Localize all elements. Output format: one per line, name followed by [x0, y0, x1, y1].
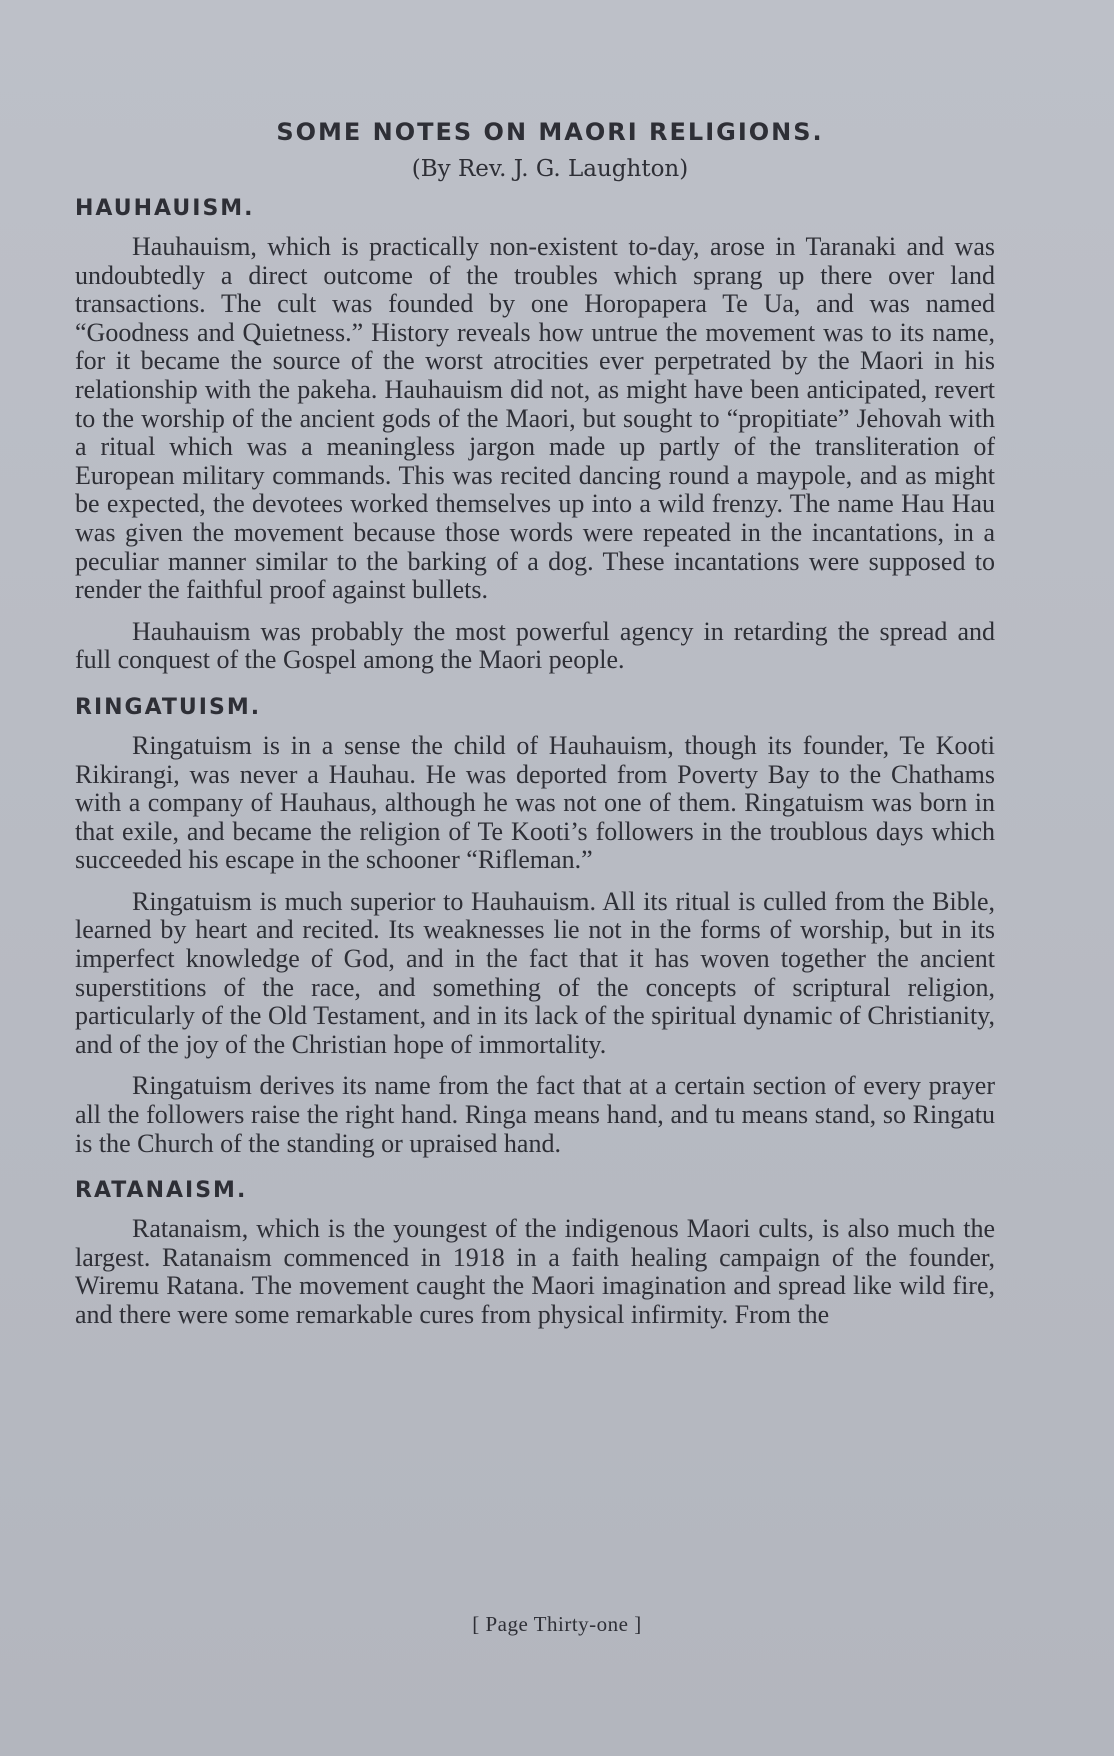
paragraph: Ringatuism is much superior to Hauhauism. All its ritual is culled from the Bible, learned by heart and recited. Its weaknesses lie not in the forms of worship, but in its imperfect knowledge of God, and in the fact that it has woven together the ancient superstitions of the race, and something of the concepts of scriptural religion, particularly of the Old Testament, and in its lack of the spiritual dynamic of Christianity, and of the joy of the Christian hope of immortality.: [75, 886, 995, 1059]
paragraph: Hauhauism was probably the most powerful agency in retarding the spread and full conquest of the Gospel among the Maori people.: [75, 616, 995, 675]
section-ratanaism: [75, 1178, 995, 1329]
article-title: SOME NOTES ON MAORI RELIGIONS.: [276, 118, 824, 146]
section-ringatuism: [75, 695, 995, 1158]
section-heading: RINGATUISM.: [75, 694, 262, 720]
article-byline: (By Rev. J. G. Laughton): [411, 156, 689, 182]
section-hauhauism: [75, 196, 995, 675]
paragraph: Hauhauism, which is practically non-existent to-day, arose in Taranaki and was undoubtedly a direct outcome of the troubles which sprang up there over land transactions. The cult was founded by one Horopapera Te Ua, and was named “Goodness and Quietness.” History reveals how untrue the movement was to its name, for it became the source of the worst atrocities ever perpetrated by the Maori in his relationship with the pakeha. Hauhauism did not, as might have been anticipated, revert to the worship of the ancient gods of the Maori, but sought to “propitiate” Jehovah with a ritual which was a meaningless jargon made up partly of the transliteration of European military commands. This was recited dancing round a maypole, and as might be expected, the devotees worked themselves up into a wild frenzy. The name Hau Hau was given the movement because those words were repeated in the incantations, in a peculiar manner similar to the barking of a dog. These incantations were supposed to render the faithful proof against bullets.: [75, 232, 995, 605]
section-heading: RATANAISM.: [75, 1178, 248, 1204]
paragraph: Ratanaism, which is the youngest of the indigenous Maori cults, is also much the largest. Ratanaism commenced in 1918 in a faith healing campaign of the founder, Wiremu Ratana. The movement caught the Maori imagination and spread like wild fire, and there were some remarkable cures from physical infirmity. From the: [75, 1214, 995, 1329]
article: [75, 118, 995, 1350]
paragraph: Ringatuism is in a sense the child of Hauhauism, though its founder, Te Kooti Rikirangi, was never a Hauhau. He was deported from Poverty Bay to the Chathams with a company of Hauhaus, although he was not one of them. Ringatuism was born in that exile, and became the religion of Te Kooti’s followers in the troublous days which succeeded his escape in the schooner “Rifleman.”: [75, 730, 995, 875]
section-heading: HAUHAUISM.: [75, 196, 255, 221]
page-number: [ Page Thirty-one ]: [472, 1612, 642, 1636]
paragraph: Ringatuism derives its name from the fact that at a certain section of every prayer all the followers raise the right hand. Ringa means hand, and tu means stand, so Ringatu is the Church of the standing or upraised hand.: [75, 1071, 995, 1158]
